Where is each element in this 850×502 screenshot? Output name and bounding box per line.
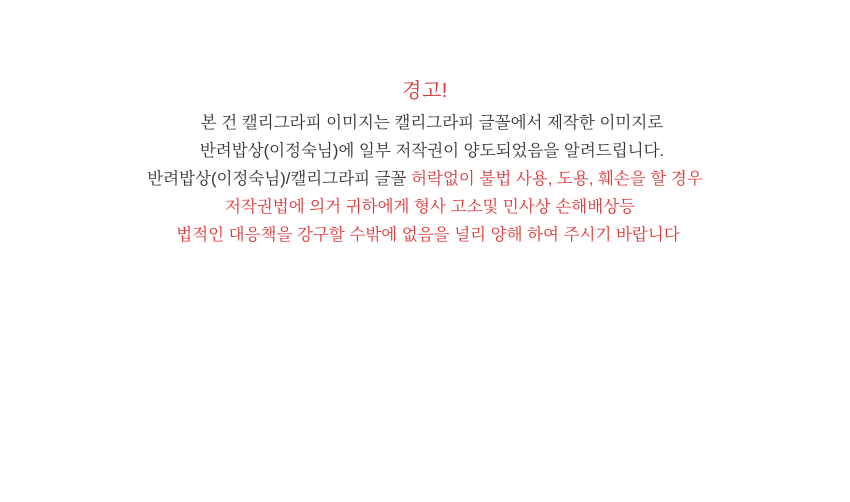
notice-line-3 [0, 165, 850, 193]
notice-line-5 [0, 221, 850, 249]
notice-line-1 [0, 109, 850, 137]
warning-title: 경고! [402, 80, 448, 102]
notice-line-5-text: 법적인 대응책을 강구할 수밖에 없음을 널리 양해 하여 주시기 바랍니다 [176, 226, 680, 244]
copyright-warning-notice [0, 0, 850, 249]
notice-line-4-text: 저작권법에 의거 귀하에게 형사 고소및 민사상 손해배상등 [224, 198, 636, 216]
notice-line-1-text: 본 건 캘리그라피 이미지는 캘리그라피 글꼴에서 제작한 이미지로 [200, 114, 664, 132]
notice-line-2-text: 반려밥상(이정숙님)에 일부 저작권이 양도되었음을 알려드립니다. [199, 142, 665, 160]
notice-line-3-warning-text: 허락없이 불법 사용, 도용, 훼손을 할 경우 [411, 170, 703, 188]
notice-line-3-owner-text: 반려밥상(이정숙님)/캘리그라피 글꼴 [147, 170, 412, 188]
notice-line-4 [0, 193, 850, 221]
notice-line-2 [0, 137, 850, 165]
